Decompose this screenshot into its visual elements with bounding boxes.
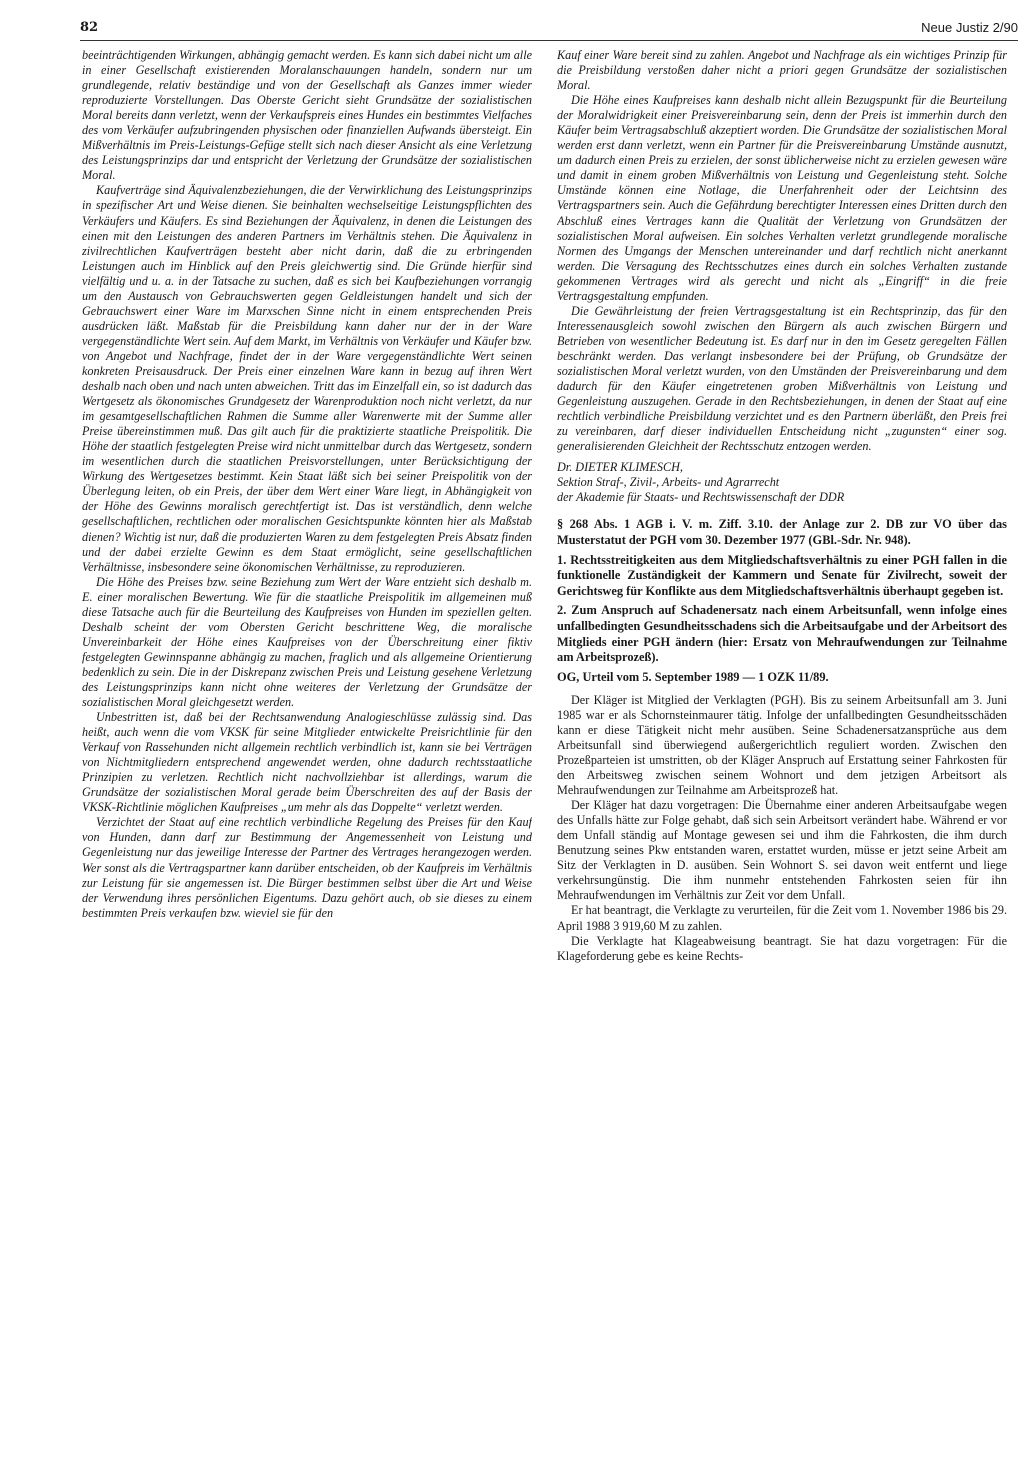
article-paragraph: Die Höhe des Preises bzw. seine Beziehung zum Wert der Ware entzieht sich deshalb m. E. einer moralischen Bewertung. Wie für die staatliche Preispolitik im allgemeinen muß diese Tatsache auch für die Beurteilung des Kaufpreises von Hunden im speziellen gelten. Deshalb scheint der vom Obersten Gericht beschrittene Weg, die moralische Unvereinbarkeit der Höhe eines Kaufpreises von der Überschreitung einer fiktiv festgelegten Gewinnspanne abhängig zu machen, fraglich und als allgemeine Orientierung bedenklich zu sein. Die in der Diskrepanz zwischen Preis und Leistung gesehene Verletzung des Leistungsprinzips kann nicht ohne weiteres der Verletzung der Grundsätze der sozialistischen Moral gleichgesetzt werden. bbox=[82, 574, 532, 710]
case-paragraph: Er hat beantragt, die Verklagte zu verurteilen, für die Zeit vom 1. November 1986 bis 29. April 1988 3 919,60 M zu zahlen. bbox=[557, 903, 1007, 933]
page-header bbox=[80, 18, 1018, 41]
right-column bbox=[557, 48, 1007, 1453]
law-reference: § 268 Abs. 1 AGB i. V. m. Ziff. 3.10. der Anlage zur 2. DB zur VO über das Musterstatut der PGH vom 30. Dezember 1977 (GBl.-Sdr. Nr. 948). bbox=[557, 517, 1007, 547]
article-paragraph: Kaufverträge sind Äquivalenzbeziehungen, die der Verwirklichung des Leistungsprinzips in spezifischer Art und Weise dienen. Sie beinhalten wechselseitige Leistungspflichten des Verkäufers und Käufers. Es sind Beziehungen der Äquivalenz, in denen die Leistungen des einen mit den Leistungen des anderen Partners im Verhältnis stehen. Die Äquivalenz in zivilrechtlichen Kaufverträgen besteht aber nicht darin, daß die zu erbringenden Leistungen auch im Hinblick auf den Preis gleichwertig sind. Die Gründe hierfür sind vielfältig und u. a. in der Tatsache zu suchen, daß es sich bei Kaufbeziehungen vorrangig um den Austausch von Gebrauchswerten gegen Geldleistungen handelt und sich der Gebrauchswert einer Ware im Marxschen Sinne nicht in einem entsprechenden Preis ausdrücken läßt. Maßstab für die Preisbildung kann daher nur der in der Ware vergegenständlichte Wert sein. Auf dem Markt, im Verhältnis von Verkäufer und Käufer bzw. von Angebot und Nachfrage, findet der in der Ware vergegenständlichte Wert seinen konkreten Preisausdruck. Der Preis einer einzelnen Ware kann in bezug auf ihren Wert deshalb nach oben und nach unten abweichen. Tritt das im Einzelfall ein, so ist dadurch das Wertgesetz als ökonomisches Grundgesetz der Warenproduktion noch nicht verletzt, da nur im gesamtgesellschaftlichen Rahmen die Summe aller Warenwerte mit der Summe aller Preise übereinstimmen muß. Das gilt auch für die praktizierte staatliche Preispolitik. Die Höhe der staatlich festgelegten Preise wird nicht unmittelbar durch das Wertgesetz, sondern im wesentlichen durch die staatlichen Preisvorstellungen, unter Berücksichtigung der Wirkung des Wertgesetzes bestimmt. Kein Staat läßt sich bei seiner Preispolitik von der Überlegung leiten, ob ein Preis, der über dem Wert einer Ware liegt, in Abhängigkeit von der Höhe des Gewinns moralisch gerechtfertigt ist. Das ist verständlich, denn welche gesellschaftlichen, rechtlichen oder moralischen Gesichtspunkte könnten hier als Maßstab dienen? Wichtig ist nur, daß die produzierten Waren zu dem festgelegten Preis Absatz finden und der dabei erzielte Gewinn es dem Staat ermöglicht, seine gesellschaftlichen Verhältnisse, insbesondere seine ökonomischen Verhältnisse, zu reproduzieren. bbox=[82, 183, 532, 574]
article-paragraph: Die Gewährleistung der freien Vertragsgestaltung ist ein Rechtsprinzip, das für den Interessenausgleich sowohl zwischen den Bürgern als auch zwischen Bürgern und Betrieben von wesentlicher Bedeutung ist. Es darf nur in den im Gesetz geregelten Fällen beschränkt werden. Das verlangt insbesondere bei der Prüfung, ob Grundsätze der sozialistischen Moral verletzt wurden, von den Umständen der Preisvereinbarung und dem dadurch für den Käufer eingetretenen groben Mißverhältnis von Leistung und Gegenleistung auszugehen. Gerade in den Rechtsbeziehungen, in denen der Staat auf eine rechtlich verbindliche Preisbildung verzichtet und es den Partnern überläßt, den Preis frei zu vereinbaren, darf dieser individuellen Entscheidung nicht „zugunsten“ einer sog. generalisierenden Gleichheit der Rechtsschutz entzogen werden. bbox=[557, 303, 1007, 454]
page-number: 82 bbox=[80, 20, 99, 35]
case-paragraph: Die Verklagte hat Klageabweisung beantragt. Sie hat dazu vorgetragen: Für die Klageforderung gebe es keine Rechts- bbox=[557, 933, 1007, 963]
author-name: Dr. DIETER KLIMESCH, bbox=[557, 460, 683, 475]
author-signature bbox=[557, 460, 1007, 505]
case-paragraph: Der Kläger hat dazu vorgetragen: Die Übernahme einer anderen Arbeitsaufgabe wegen des Unfalls hätte zur Folge gehabt, daß sich sein Arbeitsort verändert habe. Während er vor dem Unfall ständig auf Montage gewesen sei und ihm die Fahrkosten, die ihm durch Benutzung seines Pkw entstanden waren, erstattet wurden, müsse er jetzt seine Arbeit am Sitz der Verklagten in D. ausüben. Sein Wohnort S. sei davon weit entfernt und liege verkehrsungünstig. Die ihm nunmehr entstehenden Fahrkosten seien für ihn Mehraufwendungen im Verhältnis zur Zeit vor dem Unfall. bbox=[557, 798, 1007, 903]
journal-title: Neue Justiz 2/90 bbox=[921, 20, 1018, 35]
headnote: 2. Zum Anspruch auf Schadenersatz nach einem Arbeitsunfall, wenn infolge eines unfallbedingten Gesundheitsschadens sich die Arbeitsaufgabe und der Arbeitsort des Mitglieds einer PGH ändern (hier: Ersatz von Mehraufwendungen zur Teilnahme am Arbeitsprozeß). bbox=[557, 603, 1007, 665]
article-paragraph: Die Höhe eines Kaufpreises kann deshalb nicht allein Bezugspunkt für die Beurteilung der Moralwidrigkeit einer Preisvereinbarung sein, denn der Preis ist immerhin durch den Käufer beim Vertragsabschluß akzeptiert worden. Die Grundsätze der sozialistischen Moral werden erst dann verletzt, wenn ein Partner für die Preisvereinbarung Umstände ausnutzt, um dadurch einen Preis zu erzielen, der sonst üblicherweise nicht zu erzielen gewesen wäre und damit in einem groben Mißverhältnis von Leistung und Gegenleistung steht. Solche Umstände können eine Notlage, die Unerfahrenheit oder der Leichtsinn des Vertragspartners sein. Auch die Gefährdung berechtigter Interessen eines Dritten durch den Abschluß eines Vertrages kann die Qualität der Verletzung von Grundsätzen der sozialistischen Moral aufweisen. Ein solches Verhalten verletzt grundlegende moralische Normen des Umgangs der Menschen untereinander und darf rechtlich nicht anerkannt werden. Die Versagung des Rechtsschutzes eines durch ein solches Verhalten zustande gekommenen Vertrages wird als gerecht und nicht als „Eingriff“ in die freie Vertragsgestaltung empfunden. bbox=[557, 93, 1007, 303]
article-paragraph: beeinträchtigenden Wirkungen, abhängig gemacht werden. Es kann sich dabei nicht um alle in einer Gesellschaft existierenden Moralanschauungen handeln, sondern nur um grundlegende, relativ beständige und von der Gesellschaft als Ganzes immer wieder reproduzierte Vorstellungen. Das Oberste Gericht sieht Grundsätze der sozialistischen Moral bereits dann verletzt, wenn der Verkaufspreis eines Hundes ein bestimmtes Vielfaches des vom Verkäufer aufzubringenden physischen oder finanziellen Aufwands übersteigt. Ein Mißverhältnis im Preis-Leistungs-Gefüge stellt sich nach dieser Ansicht als eine Verletzung des Leistungsprinzips dar und entspricht der Verletzung der Grundsätze der sozialistischen Moral. bbox=[82, 48, 532, 183]
article-paragraph: Unbestritten ist, daß bei der Rechtsanwendung Analogieschlüsse zulässig sind. Das heißt, auch wenn die vom VKSK für seine Mitglieder entwickelte Preisrichtlinie für den Verkauf von Rassehunden nicht allgemein rechtlich verbindlich ist, kann sie bei Verträgen von Nichtmitgliedern entsprechend angewendet werden, ohne dadurch rechtsstaatliche Prinzipien zu verletzen. Rechtlich nicht nachvollziehbar ist allerdings, warum die Grundsätze der sozialistischen Moral gerade beim Überschreiten des auf der Basis der VKSK-Richtlinie möglichen Kaufpreises „um mehr als das Doppelte“ verletzt werden. bbox=[82, 710, 532, 815]
case-paragraph: Der Kläger ist Mitglied der Verklagten (PGH). Bis zu seinem Arbeitsunfall am 3. Juni 1985 war er als Schornsteinmaurer tätig. Infolge der unfallbedingten Gesundheitsschäden kann er diese Tätigkeit nicht mehr ausüben. Seine Schadenersatzansprüche aus dem Arbeitsunfall sind überwiegend außergerichtlich reguliert worden. Zwischen den Prozeßparteien ist umstritten, ob der Kläger Anspruch auf Erstattung seiner Fahrkosten für den Arbeitsweg zwischen seinem Wohnort und dem jetzigen Arbeitsort als Mehraufwendungen zur Teilnahme am Arbeitsprozeß hat. bbox=[557, 692, 1007, 798]
headnote: 1. Rechtsstreitigkeiten aus dem Mitgliedschaftsverhältnis zu einer PGH fallen in die funktionelle Zuständigkeit der Kammern und Senate für Zivilrecht, soweit der Gerichtsweg für Konflikte aus dem Mitgliedschaftsverhältnis überhaupt gegeben ist. bbox=[557, 552, 1007, 598]
author-affiliation-1: Sektion Straf-, Zivil-, Arbeits- und Agrarrecht bbox=[557, 475, 780, 490]
left-column bbox=[82, 48, 532, 1453]
court-decision: OG, Urteil vom 5. September 1989 — 1 OZK 11/89. bbox=[557, 669, 829, 684]
article-paragraph: Verzichtet der Staat auf eine rechtlich verbindliche Regelung des Preises für den Kauf von Hunden, dann darf zur Bestimmung der Angemessenheit von Leistung und Gegenleistung nur das jeweilige Interesse der Partner des Vertrages herangezogen werden. Wer sonst als die Vertragspartner kann darüber entscheiden, ob der Kaufpreis im Verhältnis zur Leistung für sie angemessen ist. Die Bürger bestimmen selbst über die Art und Weise der Verwendung ihres persönlichen Eigentums. Dazu gehört auch, ob sie dieses zu einem bestimmten Preis verkaufen bzw. wieviel sie für den bbox=[82, 815, 532, 920]
article-paragraph: Kauf einer Ware bereit sind zu zahlen. Angebot und Nachfrage als ein wichtiges Prinzip für die Preisbildung verstoßen daher nicht a priori gegen Grundsätze der sozialistischen Moral. bbox=[557, 48, 1007, 93]
author-affiliation-2: der Akademie für Staats- und Rechtswissenschaft der DDR bbox=[557, 490, 845, 505]
